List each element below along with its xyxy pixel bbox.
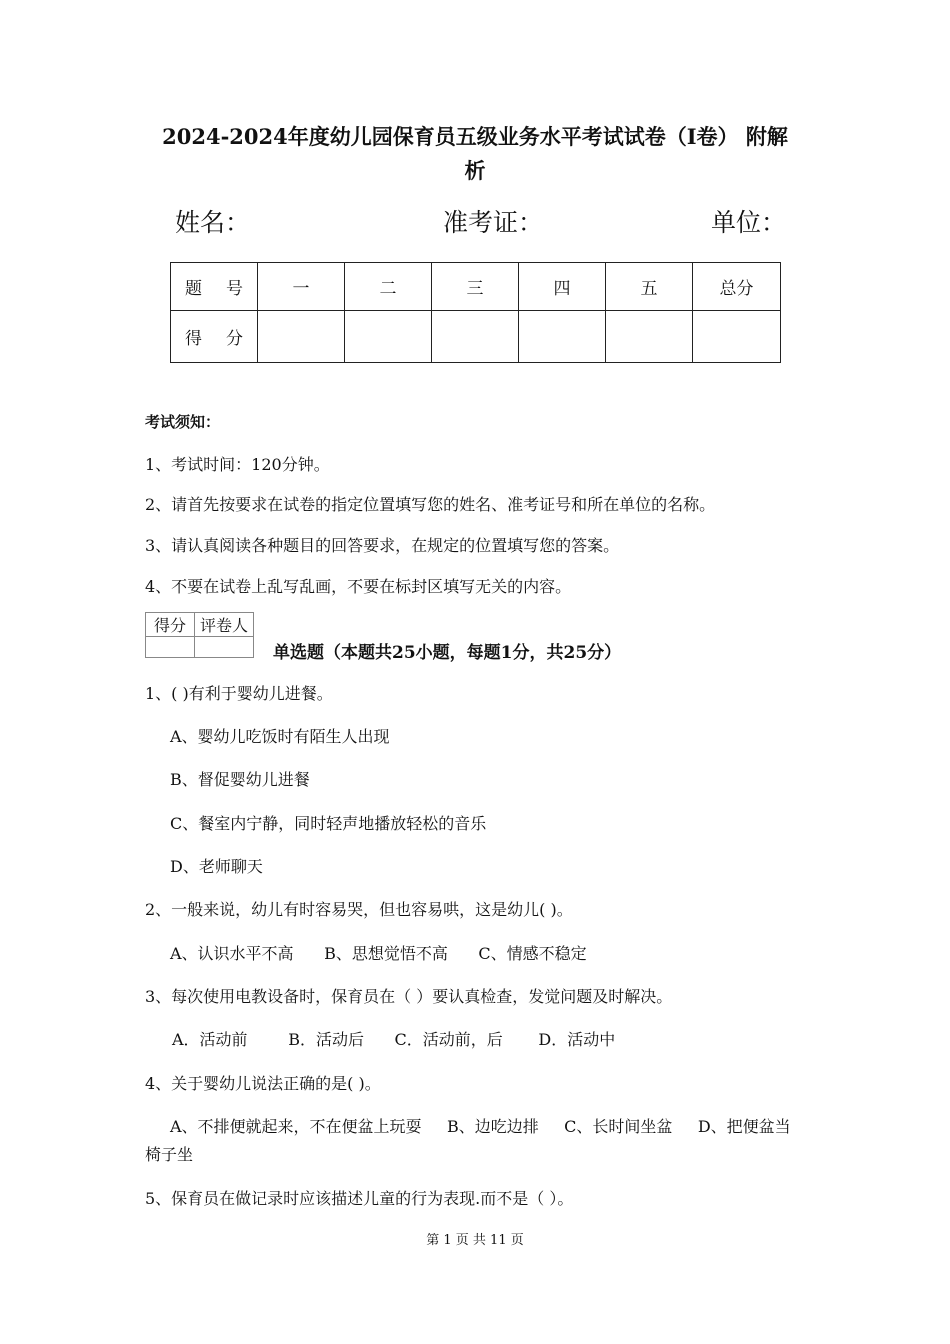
exam-id-field-label: 准考证： (443, 208, 544, 237)
question-3-options: A．活动前 B．活动后 C．活动前，后 D．活动中 (172, 1030, 616, 1049)
page-footer: 第 1 页 共 11 页 (426, 1233, 524, 1248)
score-header-cell: 总分 (693, 263, 781, 311)
notice-heading: 考试须知： (145, 413, 221, 431)
question-4-options: A、不排便就起来，不在便盆上玩耍 B、边吃边排 C、长时间坐盆 D、把便盆当 (170, 1117, 791, 1136)
notice-item: 2、请首先按要求在试卷的指定位置填写您的姓名、准考证号和所在单位的名称。 (145, 495, 716, 514)
score-header-cell: 四 (519, 263, 606, 311)
score-cell[interactable] (693, 311, 781, 363)
score-table-score-row (171, 311, 781, 363)
question-2-options: A、认识水平不高 B、思想觉悟不高 C、情感不稳定 (170, 944, 587, 963)
score-row-label: 得 分 (171, 311, 258, 363)
question-1: 1、( )有利于婴幼儿进餐。 (145, 684, 333, 703)
notice-item: 4、不要在试卷上乱写乱画，不要在标封区填写无关的内容。 (145, 577, 572, 596)
unit-field-label: 单位： (711, 208, 787, 237)
question-1-option-d: D、老师聊天 (170, 857, 263, 876)
grader-name-label: 评卷人 (195, 613, 254, 637)
grader-score-label: 得分 (146, 613, 195, 637)
score-header-cell: 三 (432, 263, 519, 311)
question-3: 3、每次使用电教设备时，保育员在（ ）要认真检查，发觉问题及时解决。 (145, 987, 673, 1006)
grader-box (145, 612, 254, 658)
exam-title (0, 120, 950, 188)
question-1-option-b: B、督促婴幼儿进餐 (170, 770, 310, 789)
question-4: 4、关于婴幼儿说法正确的是( )。 (145, 1074, 381, 1093)
question-1-option-a: A、婴幼儿吃饭时有陌生人出现 (170, 727, 390, 746)
title-line-2: 析 (464, 158, 486, 183)
score-header-cell: 一 (258, 263, 345, 311)
section-title: 单选题（本题共25小题，每题1分，共25分） (273, 643, 622, 663)
score-cell[interactable] (258, 311, 345, 363)
score-table-header-row (171, 263, 781, 311)
grader-score-cell[interactable] (146, 637, 195, 658)
question-5: 5、保育员在做记录时应该描述儿童的行为表现.而不是（ ）。 (145, 1189, 574, 1208)
score-header-label: 题 号 (171, 263, 258, 311)
score-cell[interactable] (606, 311, 693, 363)
score-cell[interactable] (519, 311, 606, 363)
title-line-1: 2024-2024年度幼儿园保育员五级业务水平考试试卷（I卷） 附解 (162, 124, 788, 149)
name-field-label: 姓名： (175, 208, 251, 237)
question-1-option-c: C、餐室内宁静，同时轻声地播放轻松的音乐 (170, 814, 487, 833)
score-cell[interactable] (432, 311, 519, 363)
score-header-cell: 二 (345, 263, 432, 311)
question-2: 2、一般来说，幼儿有时容易哭，但也容易哄，这是幼儿( )。 (145, 900, 573, 919)
question-4-options-continued: 椅子坐 (145, 1145, 194, 1164)
score-cell[interactable] (345, 311, 432, 363)
notice-item: 3、请认真阅读各种题目的回答要求，在规定的位置填写您的答案。 (145, 536, 620, 555)
grader-name-cell[interactable] (195, 637, 254, 658)
notice-item: 1、考试时间：120分钟。 (145, 455, 330, 474)
score-header-cell: 五 (606, 263, 693, 311)
score-table (170, 262, 781, 363)
